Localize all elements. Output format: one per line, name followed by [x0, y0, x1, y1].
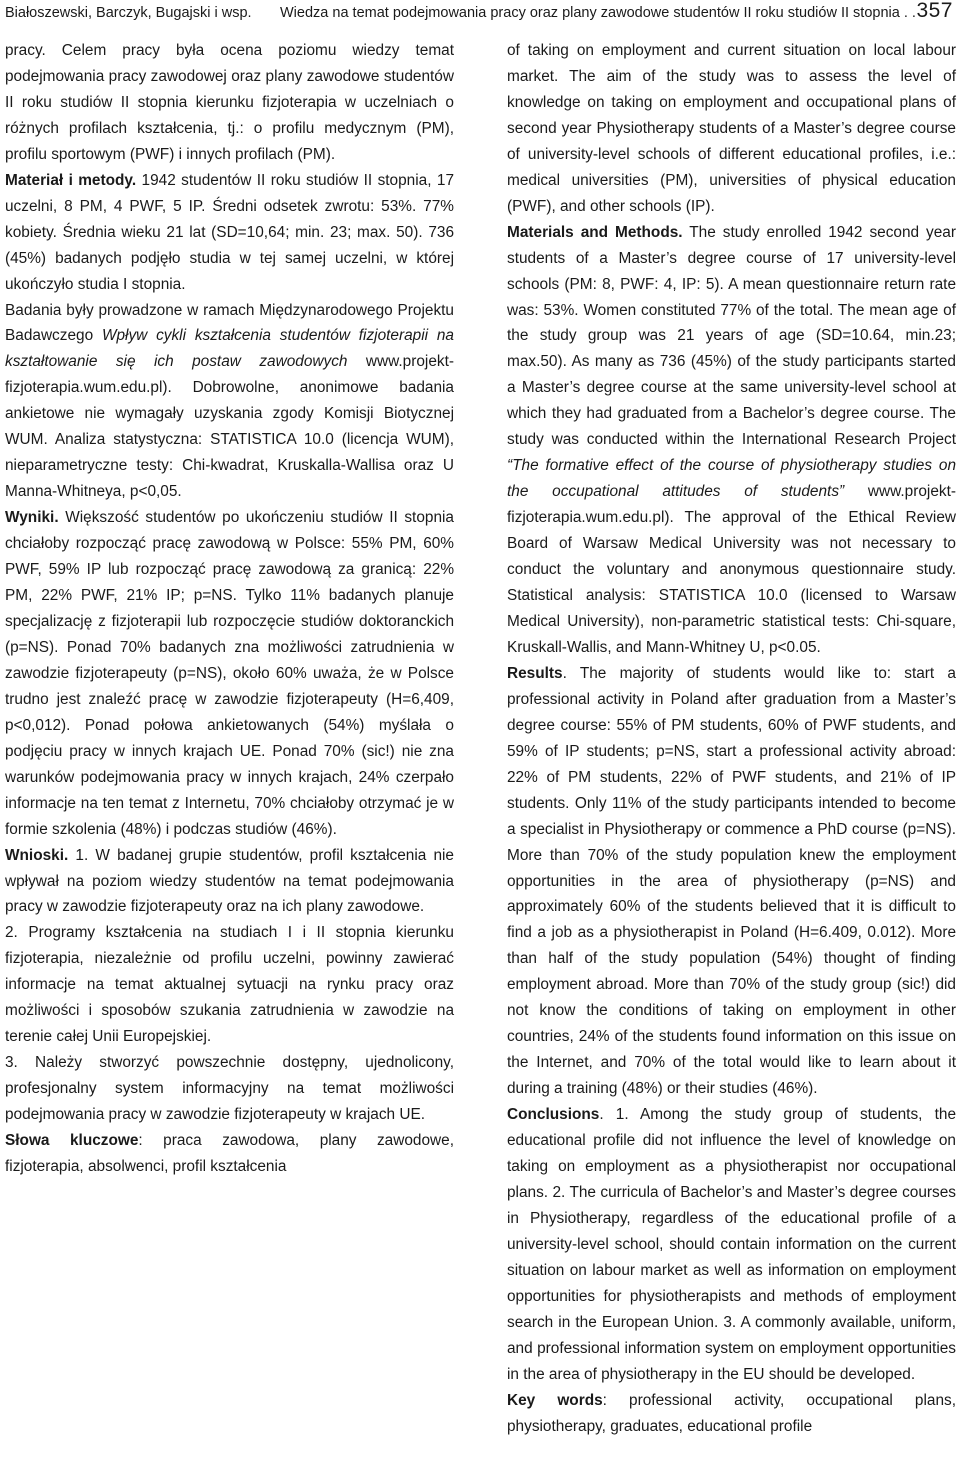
- english-methods-label: Materials and Methods.: [507, 223, 683, 241]
- polish-methods-label: Materiał i metody.: [5, 171, 137, 189]
- polish-project-paragraph: [5, 298, 454, 506]
- polish-keywords-label: Słowa kluczowe: [5, 1132, 139, 1150]
- polish-conclusions-paragraph: [5, 843, 454, 921]
- polish-conclusions-point-3: 3. Należy stworzyć powszechnie dostępny, ujednolicony, profesjonalny system informacyjny na temat możliwości podejmowania pracy w zawodzie fizjoterapeuty w krajach UE.: [5, 1054, 454, 1124]
- english-results-label: Results: [507, 664, 563, 682]
- english-project-title: “The formative effect of the course of physiotherapy studies on the occupational attitudes of students”: [507, 457, 956, 501]
- english-keywords-paragraph: [507, 1388, 956, 1440]
- polish-intro: pracy. Celem pracy była ocena poziomu wiedzy temat podejmowania pracy zawodowej oraz plany zawodowe studentów II roku studiów II stopnia kierunku fizjoterapia w uczelniach o różnych profilach kształcenia, tj.: o profilu medycznym (PM), profilu sportowym (PWF) i innych profilach (PM).: [5, 42, 454, 163]
- polish-results-text: Większość studentów po ukończeniu studiów II stopnia chciałoby rozpocząć pracę zawodową w Polsce: 55% PM, 60% PWF, 59% IP lub rozpocząć pracę zawodową za granicą: 22% PM, 22% PWF, 21% IP; p=NS. Tylko 11% badanych planuje specjalizację z fizjoterapii lub rozpoczęcie studiów doktoranckich (p=NS). Ponad 70% badanych zna możliwości zatrudnienia w zawodzie fizjoterapeuty (p=NS), około 60% uważa, że w Polsce trudno jest znaleźć pracę w zawodzie fizjoterapeuty (H=6,409, p<0,012). Ponad połowa ankietowanych (54%) myślała o podjęciu pracy w innych krajach UE. Ponad 70% (sic!) nie zna warunków podejmowania pracy w innych krajach, 24% czerpało informacje na ten temat z Internetu, 70% chciałoby otrzymać je w formie szkolenia (48%) i podczas studiów (46%).: [5, 509, 454, 838]
- polish-abstract-column: [5, 38, 454, 1180]
- polish-conclusions-point-2: 2. Programy kształcenia na studiach I i II stopnia kierunku fizjoterapia, niezależnie od profilu uczelni, powinny zawierać informacje na temat aktualnej sytuacji na rynku pracy oraz możliwości i sposobów szukania zatrudnienia w zawodzie na terenie całej Unii Europejskiej.: [5, 924, 454, 1046]
- english-abstract-column: [507, 38, 956, 1439]
- running-header: [5, 0, 955, 26]
- polish-project-text: Badania były prowadzone w ramach Międzynarodowego Projektu Badawczego: [5, 301, 454, 345]
- polish-keywords-text: : praca zawodowa, plany zawodowe, fizjoterapia, absolwenci, profil kształcenia: [5, 1132, 454, 1175]
- polish-methods-paragraph: [5, 168, 454, 298]
- polish-methods-text: 1942 studentów II roku studiów II stopnia, 17 uczelni, 8 PM, 4 PWF, 5 IP. Średni odsetek zwrotu: 53%. 77% kobiety. Średnia wieku 21 lat (SD=10,64; min. 23; max. 50). 736 (45%) badanych podjęło studia w tej samej uczelni, w której ukończyło studia I stopnia.: [5, 171, 455, 293]
- polish-intro-paragraph: [5, 38, 454, 168]
- english-keywords-label: Key words: [507, 1391, 603, 1409]
- polish-results-label: Wyniki.: [5, 509, 59, 527]
- english-intro: of taking on employment and current situation on local labour market. The aim of the study was to assess the level of knowledge on taking on employment and occupational plans of second year Physiotherapy students of a Master’s degree course of university-level schools of different educational profiles, i.e.: medical universities (PM), universities of physical education (PWF), and other schools (IP).: [507, 42, 956, 215]
- english-conclusions-label: Conclusions: [507, 1106, 600, 1124]
- page-number: 357: [916, 0, 953, 22]
- english-methods-paragraph: [507, 220, 956, 661]
- english-results-text: . The majority of students would like to: start a professional activity in Poland after graduation from a Master’s degree course: 55% of PM students, 60% of PWF students, and 59% of IP students; p=NS, start a professional activity abroad: 22% of PM students, 22% of PWF students, and 21% of IP students. Only 11% of the study participants intended to become a specialist in Physiotherapy or commence a PhD course (p=NS). More than 70% of the study population knew the employment opportunities in the area of physiotherapy (p=NS) and approximately 60% of the students believed that it is difficult to find a job as a physiotherapist in Poland (H=6.409, 0.012). More than half of the study population (54%) thought of finding employment abroad. More than 70% of the study group (sic!) did not know the conditions of taking on employment in other countries, 24% of the students found information on this issue on the Internet, and 70% of the total would like to learn about it during a training (48%) or their studies (46%).: [507, 664, 956, 1098]
- polish-conclusions-text-1: 1. W badanej grupie studentów, profil kształcenia nie wpływał na poziom wiedzy studentów na temat podejmowania pracy w zawodzie fizjoterapeuty oraz na ich plany zawodowe.: [5, 846, 454, 916]
- polish-keywords-paragraph: [5, 1128, 454, 1180]
- english-conclusions-text: . 1. Among the study group of students, the educational profile did not influence the level of knowledge on taking on employment as a physiotherapist nor occupational plans. 2. The curricula of Bachelor’s and Master’s degree courses in Physiotherapy, regardless of the educational profile of a university-level school, should contain information on the current situation on labour market as well as information on employment opportunities for physiotherapists and methods of employment search in the European Union. 3. A commonly available, uniform, and professional information system on employment opportunities in the area of physiotherapy in the EU should be developed.: [507, 1106, 956, 1383]
- english-results-paragraph: [507, 661, 956, 1102]
- polish-project-title: Wpływ cykli kształcenia studentów fizjoterapii na kształtowanie się ich postaw zawodowych: [5, 327, 454, 371]
- header-title: Wiedza na temat podejmowania pracy oraz plany zawodowe studentów II roku studiów II stopnia . . .: [280, 5, 924, 21]
- polish-results-paragraph: [5, 505, 454, 842]
- english-conclusions-paragraph: [507, 1102, 956, 1387]
- english-keywords-text: : professional activity, occupational plans, physiotherapy, graduates, educational profile: [507, 1391, 957, 1435]
- header-authors: Białoszewski, Barczyk, Bugajski i wsp.: [5, 5, 252, 21]
- polish-conclusions-label: Wnioski.: [5, 846, 69, 864]
- polish-project-text-2: www.projekt-fizjoterapia.wum.edu.pl). Dobrowolne, anonimowe badania ankietowe nie wymagały uzyskania zgody Komisji Biotycznej WUM. Analiza statystyczna: STATISTICA 10.0 (licencja WUM), nieparametryczne testy: Chi-kwadrat, Kruskalla-Wallisa oraz U Manna-Whitneya, p<0,05.: [5, 353, 455, 501]
- english-intro-paragraph: [507, 38, 956, 220]
- english-project-text: www.projekt-fizjoterapia.wum.edu.pl). The approval of the Ethical Review Board of Warsaw Medical University was not necessary to conduct the voluntary and anonymous questionnaire study. Statistical analysis: STATISTICA 10.0 (licensed to Warsaw Medical University), non-parametric statistical tests: Chi-square, Kruskall-Wallis, and Mann-Whitney U, p<0.05.: [507, 483, 956, 656]
- english-methods-text: The study enrolled 1942 second year students of a Master’s degree course of 17 university-level schools (PM: 8, PWF: 4, IP: 5). A mean questionnaire return rate was: 53%. Women constituted 77% of the total. The mean age of the study group was 21 years of age (SD=10.64, min.23; max.50). As many as 736 (45%) of the study participants started a Master’s degree course at the same university-level school at which they had graduated from a Bachelor’s degree course. The study was conducted within the International Research Project: [507, 223, 956, 449]
